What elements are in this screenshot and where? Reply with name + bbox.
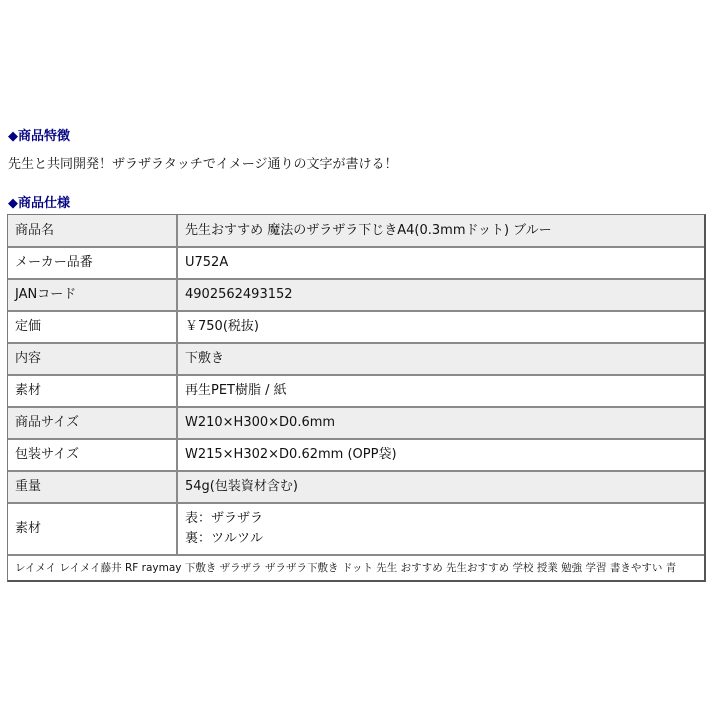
spec-value-price: ￥750(税抜) (176, 310, 704, 342)
spec-value-jan-code: 4902562493152 (176, 278, 704, 310)
features-heading: ◆商品特徴 (8, 129, 70, 144)
table-row (8, 502, 704, 554)
spec-label-contents: 内容 (8, 342, 176, 374)
spec-value-product-name: 先生おすすめ 魔法のザラザラ下じきA4(0.3mmドット) ブルー (176, 215, 704, 246)
surface-front: 表：ザラザラ (185, 511, 264, 526)
spec-value-maker-code: U752A (176, 246, 704, 278)
surface-back: 裏：ツルツル (185, 531, 264, 546)
spec-label-surface-material: 素材 (8, 502, 176, 554)
spec-value-weight: 54g(包装資材含む) (176, 470, 704, 502)
spec-label-jan-code: JANコード (8, 278, 176, 310)
spec-label-material: 素材 (8, 374, 176, 406)
spec-value-product-size: W210×H300×D0.6mm (176, 406, 704, 438)
spec-value-surface-material (176, 502, 704, 554)
keywords-text: レイメイ レイメイ藤井 RF raymay 下敷き ザラザラ ザラザラ下敷き ドット 先生 おすすめ 先生おすすめ 学校 授業 勉強 学習 書きやすい 青 (8, 554, 704, 580)
spec-label-product-name: 商品名 (8, 215, 176, 246)
features-description: 先生と共同開発！ザラザラタッチでイメージ通りの文字が書ける！ (8, 157, 398, 172)
spec-label-product-size: 商品サイズ (8, 406, 176, 438)
table-row (8, 278, 704, 310)
table-row (8, 374, 704, 406)
spec-label-weight: 重量 (8, 470, 176, 502)
spec-value-contents: 下敷き (176, 342, 704, 374)
spec-label-package-size: 包装サイズ (8, 438, 176, 470)
spec-table (7, 214, 706, 582)
spec-value-package-size: W215×H302×D0.62mm (OPP袋) (176, 438, 704, 470)
spec-label-price: 定価 (8, 310, 176, 342)
spec-label-maker-code: メーカー品番 (8, 246, 176, 278)
table-row (8, 470, 704, 502)
table-row (8, 406, 704, 438)
specs-heading: ◆商品仕様 (8, 196, 70, 211)
table-row (8, 342, 704, 374)
table-row (8, 246, 704, 278)
table-row (8, 438, 704, 470)
spec-value-material: 再生PET樹脂 / 紙 (176, 374, 704, 406)
table-row (8, 310, 704, 342)
keywords-row (8, 554, 704, 580)
table-row (8, 215, 704, 246)
